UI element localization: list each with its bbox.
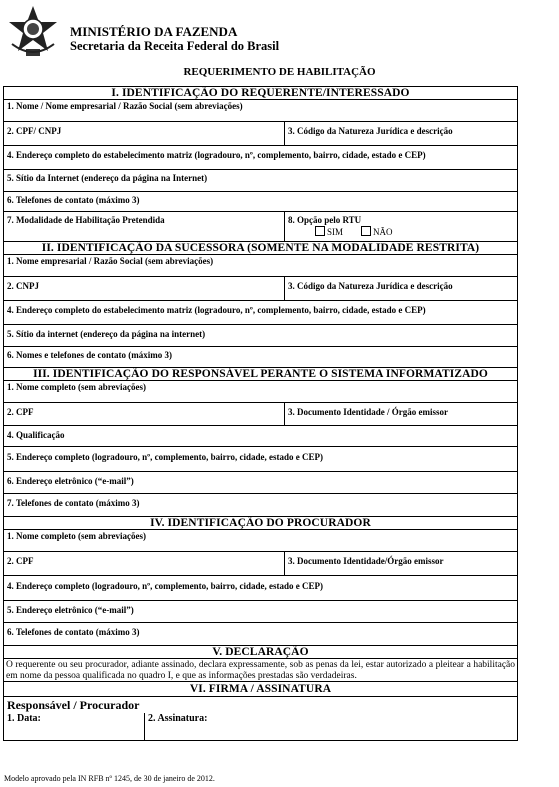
s1-name-field[interactable]: 1. Nome / Nome empresarial / Razão Social (sem abreviações) [7, 101, 243, 111]
s4-phones-field[interactable]: 6. Telefones de contato (máximo 3) [7, 627, 140, 637]
s4-row-name [4, 530, 517, 552]
s2-address-field[interactable]: 4. Endereço completo do estabelecimento matriz (logradouro, nº, complemento, bairro, cidade, estado e CEP) [7, 305, 426, 315]
s6-row-signature [4, 713, 517, 741]
s2-site-field[interactable]: 5. Sítio da internet (endereço da página na internet) [7, 329, 206, 339]
s2-row-name [4, 255, 517, 277]
habilitation-form [3, 86, 518, 741]
s1-cpf-cnpj-field[interactable]: 2. CPF/ CNPJ [7, 126, 62, 136]
s1-row-cpf [4, 122, 517, 146]
s3-phones-field[interactable]: 7. Telefones de contato (máximo 3) [7, 498, 140, 508]
nao-label: NÃO [373, 227, 393, 237]
section-1-title: I. IDENTIFICAÇÃO DO REQUERENTE/INTERESSADO [4, 87, 517, 100]
sim-checkbox[interactable] [315, 226, 325, 236]
s3-email-field[interactable]: 6. Endereço eletrônico (“e-mail”) [7, 476, 134, 486]
s4-email-field[interactable]: 5. Endereço eletrônico (“e-mail”) [7, 605, 134, 615]
nao-checkbox[interactable] [361, 226, 371, 236]
s2-cnpj-field[interactable]: 2. CNPJ [7, 281, 39, 291]
footer-note: Modelo aprovado pela IN RFB nº 1245, de 30 de janeiro de 2012. [4, 774, 215, 783]
s4-row-address [4, 576, 517, 601]
s2-row-site [4, 325, 517, 347]
s3-name-field[interactable]: 1. Nome completo (sem abreviações) [7, 382, 147, 392]
s3-address-field[interactable]: 5. Endereço completo (logradouro, nº, complemento, bairro, cidade, estado e CEP) [7, 452, 323, 462]
s3-row-email [4, 472, 517, 494]
s2-name-field[interactable]: 1. Nome empresarial / Razão Social (sem abreviações) [7, 256, 214, 266]
section-6-title: VI. FIRMA / ASSINATURA [4, 682, 517, 697]
secretaria-name: Secretaria da Receita Federal do Brasil [70, 39, 280, 53]
s1-rtu-field [284, 212, 517, 241]
s3-document-field[interactable]: 3. Documento Identidade / Órgão emissor [284, 403, 517, 425]
coat-of-arms-icon [6, 4, 60, 58]
declaration-text: O requerente ou seu procurador, adiante assinado, declara expressamente, sob as penas da lei, estar autorizado a pleitear a habilitação em nome da pessoa qualificada no quadro I, e que as informações prestadas são verdadeiras. [6, 660, 515, 681]
s4-cpf-field[interactable]: 2. CPF [7, 556, 34, 566]
page-header [0, 0, 559, 62]
s4-name-field[interactable]: 1. Nome completo (sem abreviações) [7, 531, 147, 541]
s3-row-qualificacao [4, 426, 517, 447]
s1-rtu-label: 8. Opção pelo RTU [288, 215, 362, 225]
s1-address-field[interactable]: 4. Endereço completo do estabelecimento matriz (logradouro, nº, complemento, bairro, cidade, estado e CEP) [7, 150, 426, 160]
s3-cpf-field[interactable]: 2. CPF [7, 407, 34, 417]
s2-row-cnpj [4, 277, 517, 301]
s1-row-phones [4, 192, 517, 212]
section-4-title: IV. IDENTIFICAÇÃO DO PROCURADOR [4, 517, 517, 530]
rtu-options [315, 226, 393, 237]
signature-heading: Responsável / Procurador [7, 698, 140, 712]
section-3-title: III. IDENTIFICAÇÃO DO RESPONSÁVEL PERANTE O SISTEMA INFORMATIZADO [4, 368, 517, 381]
s4-row-phones [4, 623, 517, 646]
rtu-nao-option[interactable] [361, 226, 393, 237]
ministry-name: MINISTÉRIO DA FAZENDA [70, 24, 238, 39]
signature-field[interactable]: 2. Assinatura: [144, 713, 517, 740]
s1-site-field[interactable]: 5. Sítio da Internet (endereço da página na Internet) [7, 173, 208, 183]
s2-contacts-field[interactable]: 6. Nomes e telefones de contato (máximo 3) [7, 350, 172, 360]
s1-row-address [4, 146, 517, 170]
s4-document-field[interactable]: 3. Documento Identidade/Órgão emissor [284, 552, 517, 575]
s2-row-contacts [4, 347, 517, 368]
s4-row-cpf [4, 552, 517, 576]
section-5-title: V. DECLARAÇÃO [4, 646, 517, 659]
s1-row-modalidade [4, 212, 517, 242]
s1-natureza-field[interactable]: 3. Código da Natureza Jurídica e descrição [284, 122, 517, 145]
rtu-sim-option[interactable] [315, 226, 343, 237]
s1-row-name [4, 100, 517, 122]
s1-phones-field[interactable]: 6. Telefones de contato (máximo 3) [7, 195, 140, 205]
s3-qualificacao-field[interactable]: 4. Qualificação [7, 430, 65, 440]
s3-row-address [4, 447, 517, 472]
document-title: REQUERIMENTO DE HABILITAÇÃO [183, 66, 376, 78]
s1-row-site [4, 170, 517, 192]
s3-row-phones [4, 494, 517, 517]
s1-modalidade-field[interactable]: 7. Modalidade de Habilitação Pretendida [7, 215, 165, 225]
s3-row-name [4, 381, 517, 403]
s2-row-address [4, 301, 517, 325]
sim-label: SIM [327, 227, 344, 237]
section-2-title: II. IDENTIFICAÇÃO DA SUCESSORA (SOMENTE NA MODALIDADE RESTRITA) [4, 242, 517, 255]
s4-address-field[interactable]: 4. Endereço completo (logradouro, nº, complemento, bairro, cidade, estado e CEP) [7, 581, 323, 591]
s3-row-cpf [4, 403, 517, 426]
s4-row-email [4, 601, 517, 623]
s2-natureza-field[interactable]: 3. Código da Natureza Jurídica e descrição [284, 277, 517, 300]
date-field[interactable]: 1. Data: [7, 713, 41, 724]
